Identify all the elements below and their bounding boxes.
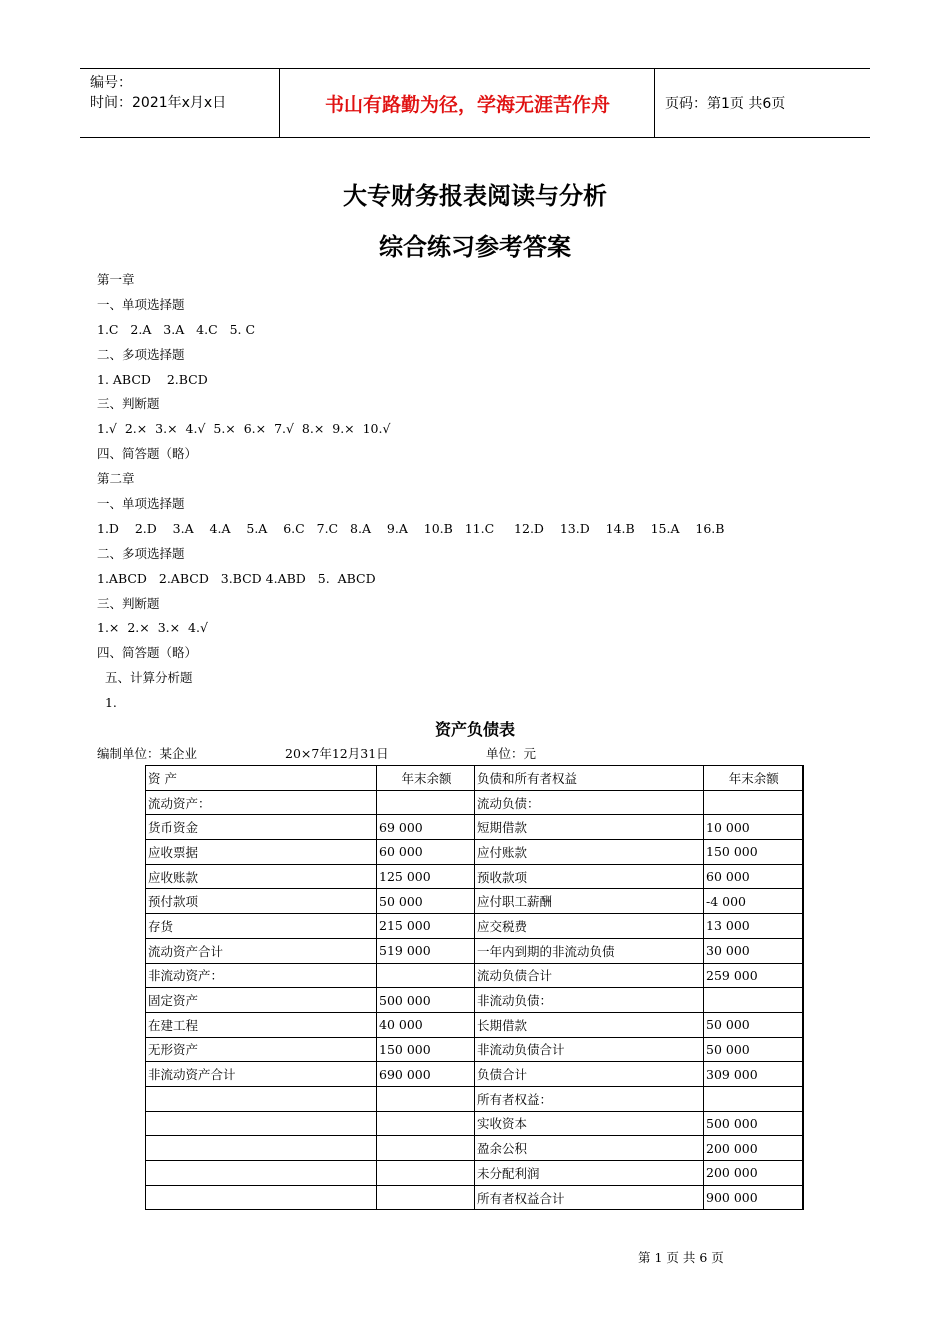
answer-line: 五、计算分析题	[97, 670, 193, 686]
liability-amount: 150 000	[704, 840, 803, 865]
liability-amount: 50 000	[704, 1012, 803, 1037]
liability-amount: 500 000	[704, 1111, 803, 1136]
answer-line: 1.	[97, 695, 117, 711]
liability-item: 未分配利润	[475, 1161, 704, 1186]
unit-label: 单位：元	[486, 746, 537, 761]
liability-amount: 200 000	[704, 1136, 803, 1161]
asset-amount	[377, 1111, 475, 1136]
liability-item: 非流动负债：	[475, 988, 704, 1013]
asset-amount	[377, 963, 475, 988]
header-info	[80, 69, 280, 137]
asset-amount: 150 000	[377, 1037, 475, 1062]
asset-amount: 500 000	[377, 988, 475, 1013]
liability-item: 短期借款	[475, 815, 704, 840]
liability-item: 一年内到期的非流动负债	[475, 938, 704, 963]
table-row	[146, 840, 803, 865]
asset-amount	[377, 790, 475, 815]
asset-item: 应收账款	[146, 864, 377, 889]
liability-amount: 259 000	[704, 963, 803, 988]
asset-amount	[377, 1161, 475, 1186]
answer-line: 二、多项选择题	[97, 545, 185, 561]
asset-item: 固定资产	[146, 988, 377, 1013]
liability-item: 应交税费	[475, 914, 704, 939]
table-row	[146, 815, 803, 840]
liability-amount: 30 000	[704, 938, 803, 963]
table-row	[146, 1037, 803, 1062]
answer-line: 1.× 2.× 3.× 4.√	[97, 620, 208, 636]
liability-amount: 200 000	[704, 1161, 803, 1186]
document-title: 大专财务报表阅读与分析	[343, 181, 607, 210]
liability-item: 长期借款	[475, 1012, 704, 1037]
document-number: 编号：	[90, 75, 132, 91]
answer-line: 三、判断题	[97, 595, 160, 611]
header-motto: 书山有路勤为径，学海无涯苦作舟	[281, 69, 655, 137]
liability-amount: -4 000	[704, 889, 803, 914]
table-header-row	[146, 766, 803, 791]
header-page-number: 页码：第1页 共6页	[665, 96, 786, 112]
answer-line: 四、简答题（略）	[97, 645, 198, 661]
answer-line: 第一章	[97, 272, 135, 287]
liability-amount	[704, 988, 803, 1013]
asset-item: 无形资产	[146, 1037, 377, 1062]
answer-line: 一、单项选择题	[97, 296, 185, 312]
table-row	[146, 963, 803, 988]
table-row	[146, 1161, 803, 1186]
liability-item: 应付账款	[475, 840, 704, 865]
asset-amount: 40 000	[377, 1012, 475, 1037]
asset-amount: 125 000	[377, 864, 475, 889]
liability-item: 流动负债：	[475, 790, 704, 815]
liability-amount: 10 000	[704, 815, 803, 840]
liability-item: 应付职工薪酬	[475, 889, 704, 914]
table-row	[146, 790, 803, 815]
answer-line: 四、简答题（略）	[97, 446, 198, 462]
liability-header: 负债和所有者权益	[475, 766, 704, 791]
asset-item: 货币资金	[146, 815, 377, 840]
liability-amount: 60 000	[704, 864, 803, 889]
liability-item: 盈余公积	[475, 1136, 704, 1161]
answer-line: 一、单项选择题	[97, 496, 185, 512]
asset-item	[146, 1161, 377, 1186]
page-header	[80, 68, 870, 138]
page-footer: 第 1 页 共 6 页	[638, 1250, 724, 1265]
table-row	[146, 1086, 803, 1111]
answer-line: 1.√ 2.× 3.× 4.√ 5.× 6.× 7.√ 8.× 9.× 10.√	[97, 421, 391, 437]
table-row	[146, 988, 803, 1013]
asset-amount: 519 000	[377, 938, 475, 963]
asset-amount: 60 000	[377, 840, 475, 865]
asset-item	[146, 1185, 377, 1210]
table-row	[146, 1062, 803, 1087]
table-row	[146, 1185, 803, 1210]
asset-item: 流动资产合计	[146, 938, 377, 963]
asset-amount: 690 000	[377, 1062, 475, 1087]
answer-line: 二、多项选择题	[97, 346, 185, 362]
table-row	[146, 1012, 803, 1037]
liability-amount: 50 000	[704, 1037, 803, 1062]
asset-item: 在建工程	[146, 1012, 377, 1037]
document-subtitle: 综合练习参考答案	[379, 232, 571, 261]
asset-amount: 69 000	[377, 815, 475, 840]
liability-item: 所有者权益：	[475, 1086, 704, 1111]
asset-item: 流动资产：	[146, 790, 377, 815]
answer-line: 第二章	[97, 471, 135, 487]
answer-list	[97, 268, 724, 716]
report-date: 20×7年12月31日	[285, 746, 389, 761]
asset-item: 存货	[146, 914, 377, 939]
table-row	[146, 889, 803, 914]
liability-item: 实收资本	[475, 1111, 704, 1136]
asset-item: 应收票据	[146, 840, 377, 865]
liability-amount: 309 000	[704, 1062, 803, 1087]
liability-item: 负债合计	[475, 1062, 704, 1087]
table-row	[146, 938, 803, 963]
table-row	[146, 1111, 803, 1136]
company-label: 编制单位：某企业	[97, 746, 198, 761]
liability-amount-header: 年末余额	[704, 766, 803, 791]
answer-line: 1.D 2.D 3.A 4.A 5.A 6.C 7.C 8.A 9.A 10.B 11.C 12.D 13.D 14.B 15.A 16.B	[97, 520, 725, 536]
liability-amount: 900 000	[704, 1185, 803, 1210]
asset-amount	[377, 1086, 475, 1111]
liability-item: 预收款项	[475, 864, 704, 889]
asset-amount-header: 年末余额	[377, 766, 475, 791]
asset-amount	[377, 1185, 475, 1210]
asset-item: 非流动资产合计	[146, 1062, 377, 1087]
balance-sheet-table	[145, 765, 804, 1210]
table-title: 资产负债表	[434, 720, 515, 739]
document-date: 时间：2021年x月x日	[90, 95, 227, 111]
asset-header: 资 产	[146, 766, 377, 791]
liability-amount	[704, 790, 803, 815]
answer-line: 1.ABCD 2.ABCD 3.BCD 4.ABD 5. ABCD	[97, 570, 376, 586]
asset-amount: 215 000	[377, 914, 475, 939]
table-row	[146, 1136, 803, 1161]
answer-line: 1. ABCD 2.BCD	[97, 371, 208, 387]
liability-item: 所有者权益合计	[475, 1185, 704, 1210]
asset-item: 非流动资产：	[146, 963, 377, 988]
liability-amount	[704, 1086, 803, 1111]
asset-amount: 50 000	[377, 889, 475, 914]
table-row	[146, 914, 803, 939]
answer-line: 1.C 2.A 3.A 4.C 5. C	[97, 321, 256, 337]
asset-item: 预付款项	[146, 889, 377, 914]
asset-item	[146, 1111, 377, 1136]
asset-item	[146, 1136, 377, 1161]
liability-item: 流动负债合计	[475, 963, 704, 988]
liability-amount: 13 000	[704, 914, 803, 939]
liability-item: 非流动负债合计	[475, 1037, 704, 1062]
table-row	[146, 864, 803, 889]
asset-item	[146, 1086, 377, 1111]
asset-amount	[377, 1136, 475, 1161]
answer-line: 三、判断题	[97, 396, 160, 412]
